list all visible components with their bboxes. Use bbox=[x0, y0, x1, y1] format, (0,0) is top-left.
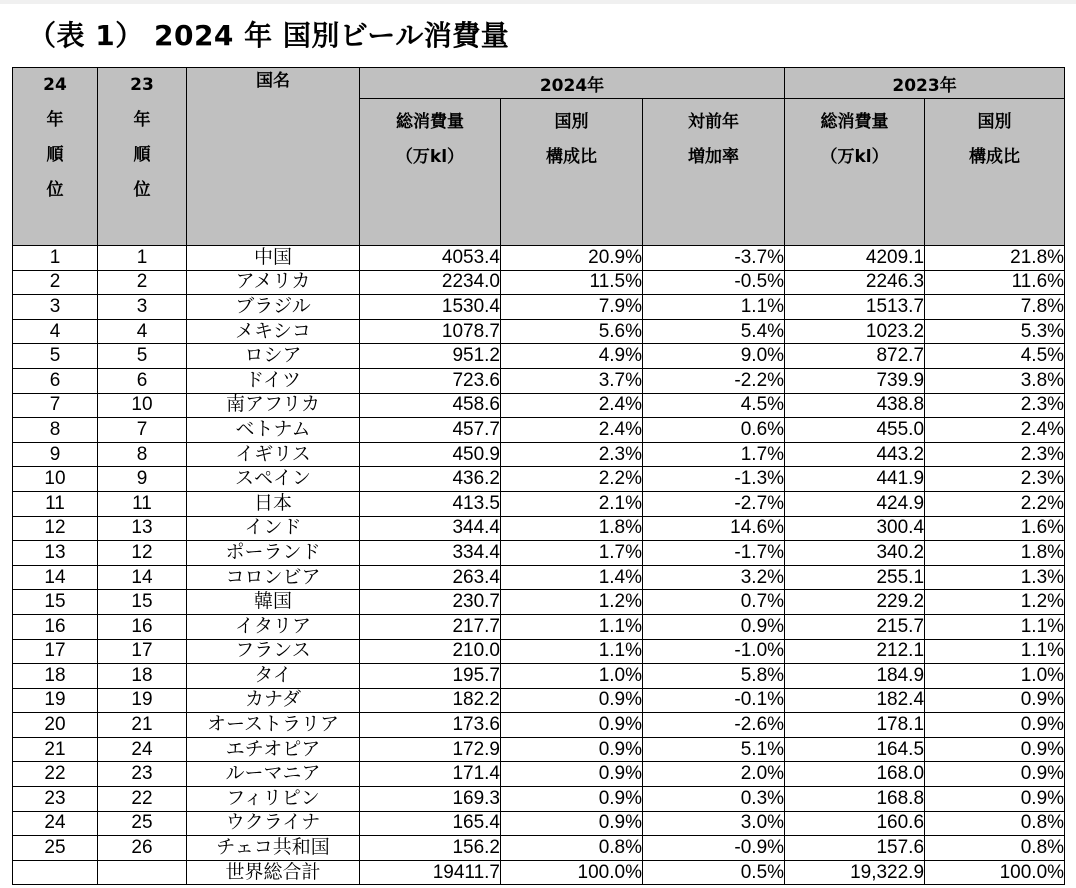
consumption-2024-cell: 19411.7 bbox=[360, 860, 501, 885]
share-2024-cell: 1.8% bbox=[501, 516, 643, 541]
consumption-2024-cell: 1530.4 bbox=[360, 295, 501, 320]
rank-2024-cell: 12 bbox=[13, 516, 98, 541]
rank-2024-cell: 16 bbox=[13, 614, 98, 639]
share-2023-cell: 1.3% bbox=[925, 565, 1065, 590]
consumption-2023-cell: 164.5 bbox=[785, 737, 925, 762]
share-2023-cell: 1.6% bbox=[925, 516, 1065, 541]
share-2023-cell: 2.3% bbox=[925, 393, 1065, 418]
share-2023-cell: 0.9% bbox=[925, 688, 1065, 713]
share-2024-cell: 1.0% bbox=[501, 664, 643, 689]
yoy-cell: -2.7% bbox=[643, 491, 785, 516]
rank-2023-cell: 11 bbox=[98, 491, 187, 516]
rank-2024-cell: 22 bbox=[13, 762, 98, 787]
share-2023-cell: 0.9% bbox=[925, 713, 1065, 738]
table-row bbox=[13, 516, 1065, 541]
country-cell: メキシコ bbox=[187, 319, 360, 344]
yoy-cell: -1.7% bbox=[643, 541, 785, 566]
country-cell: ドイツ bbox=[187, 368, 360, 393]
yoy-cell: 14.6% bbox=[643, 516, 785, 541]
consumption-2024-cell: 457.7 bbox=[360, 418, 501, 443]
consumption-2023-cell: 212.1 bbox=[785, 639, 925, 664]
table-row bbox=[13, 811, 1065, 836]
share-2023-cell: 2.4% bbox=[925, 418, 1065, 443]
consumption-2024-cell: 165.4 bbox=[360, 811, 501, 836]
rank-2024-cell: 9 bbox=[13, 442, 98, 467]
rank-2023-cell: 21 bbox=[98, 713, 187, 738]
rank-2024-cell: 25 bbox=[13, 836, 98, 861]
consumption-2023-cell: 438.8 bbox=[785, 393, 925, 418]
share-2023-cell: 5.3% bbox=[925, 319, 1065, 344]
rank-2023-cell: 16 bbox=[98, 614, 187, 639]
country-cell: ルーマニア bbox=[187, 762, 360, 787]
share-2024-cell: 1.1% bbox=[501, 614, 643, 639]
country-cell: カナダ bbox=[187, 688, 360, 713]
country-cell: ベトナム bbox=[187, 418, 360, 443]
rank-2024-cell: 20 bbox=[13, 713, 98, 738]
share-2023-cell: 0.9% bbox=[925, 762, 1065, 787]
share-2023-cell: 0.9% bbox=[925, 737, 1065, 762]
rank-2023-cell: 18 bbox=[98, 664, 187, 689]
table-row bbox=[13, 639, 1065, 664]
country-cell: ブラジル bbox=[187, 295, 360, 320]
country-cell: コロンビア bbox=[187, 565, 360, 590]
table-row bbox=[13, 737, 1065, 762]
share-2024-cell: 2.2% bbox=[501, 467, 643, 492]
share-2024-cell: 1.7% bbox=[501, 541, 643, 566]
table-row bbox=[13, 590, 1065, 615]
country-cell: イギリス bbox=[187, 442, 360, 467]
consumption-2023-cell: 168.0 bbox=[785, 762, 925, 787]
consumption-2024-header: 総消費量 （万kl） bbox=[360, 99, 501, 246]
consumption-2023-cell: 1513.7 bbox=[785, 295, 925, 320]
table-row bbox=[13, 467, 1065, 492]
table-row bbox=[13, 787, 1065, 812]
consumption-2023-cell: 229.2 bbox=[785, 590, 925, 615]
yoy-cell: 3.2% bbox=[643, 565, 785, 590]
table-row bbox=[13, 688, 1065, 713]
country-cell: インド bbox=[187, 516, 360, 541]
rank-2024-cell: 24 bbox=[13, 811, 98, 836]
share-2023-cell: 3.8% bbox=[925, 368, 1065, 393]
yoy-header: 対前年 増加率 bbox=[643, 99, 785, 246]
rank-2023-cell: 24 bbox=[98, 737, 187, 762]
consumption-2024-cell: 450.9 bbox=[360, 442, 501, 467]
consumption-2023-cell: 168.8 bbox=[785, 787, 925, 812]
year-2024-header: 2024年 bbox=[360, 68, 785, 99]
rank-2023-cell: 17 bbox=[98, 639, 187, 664]
rank-2023-cell: 25 bbox=[98, 811, 187, 836]
rank-2023-cell: 8 bbox=[98, 442, 187, 467]
consumption-2023-cell: 739.9 bbox=[785, 368, 925, 393]
share-2024-cell: 3.7% bbox=[501, 368, 643, 393]
rank-2024-cell: 3 bbox=[13, 295, 98, 320]
rank-2023-cell: 23 bbox=[98, 762, 187, 787]
country-cell: 韓国 bbox=[187, 590, 360, 615]
share-2024-cell: 2.3% bbox=[501, 442, 643, 467]
rank-2024-cell: 15 bbox=[13, 590, 98, 615]
consumption-2023-cell: 443.2 bbox=[785, 442, 925, 467]
country-header: 国名 bbox=[187, 68, 360, 246]
rank-2023-cell: 6 bbox=[98, 368, 187, 393]
rank-2024-cell: 1 bbox=[13, 246, 98, 271]
share-2023-cell: 1.2% bbox=[925, 590, 1065, 615]
rank-2023-cell: 13 bbox=[98, 516, 187, 541]
yoy-cell: 5.1% bbox=[643, 737, 785, 762]
beer-consumption-table bbox=[12, 67, 1065, 885]
share-2024-cell: 0.9% bbox=[501, 811, 643, 836]
table-row bbox=[13, 246, 1065, 271]
share-2023-cell: 1.1% bbox=[925, 639, 1065, 664]
yoy-cell: 5.4% bbox=[643, 319, 785, 344]
table-body bbox=[13, 246, 1065, 885]
rank-2024-header: 24 年 順 位 bbox=[13, 68, 98, 246]
yoy-cell: 5.8% bbox=[643, 664, 785, 689]
share-2023-cell: 11.6% bbox=[925, 270, 1065, 295]
rank-2023-cell: 26 bbox=[98, 836, 187, 861]
consumption-2024-cell: 951.2 bbox=[360, 344, 501, 369]
consumption-2023-cell: 182.4 bbox=[785, 688, 925, 713]
total-row bbox=[13, 860, 1065, 885]
consumption-2024-cell: 171.4 bbox=[360, 762, 501, 787]
year-2023-header: 2023年 bbox=[785, 68, 1065, 99]
rank-2024-cell: 11 bbox=[13, 491, 98, 516]
country-cell: オーストラリア bbox=[187, 713, 360, 738]
consumption-2024-cell: 173.6 bbox=[360, 713, 501, 738]
rank-2024-cell bbox=[13, 860, 98, 885]
share-2023-cell: 1.1% bbox=[925, 614, 1065, 639]
yoy-cell: -2.6% bbox=[643, 713, 785, 738]
country-cell: フランス bbox=[187, 639, 360, 664]
rank-2023-cell: 5 bbox=[98, 344, 187, 369]
rank-2024-cell: 18 bbox=[13, 664, 98, 689]
table-row bbox=[13, 418, 1065, 443]
share-2024-header: 国別 構成比 bbox=[501, 99, 643, 246]
consumption-2024-cell: 413.5 bbox=[360, 491, 501, 516]
country-cell: イタリア bbox=[187, 614, 360, 639]
country-cell: アメリカ bbox=[187, 270, 360, 295]
consumption-2024-cell: 195.7 bbox=[360, 664, 501, 689]
table-row bbox=[13, 762, 1065, 787]
share-2024-cell: 4.9% bbox=[501, 344, 643, 369]
consumption-2024-cell: 334.4 bbox=[360, 541, 501, 566]
consumption-2023-cell: 441.9 bbox=[785, 467, 925, 492]
country-cell: 中国 bbox=[187, 246, 360, 271]
rank-2023-cell: 22 bbox=[98, 787, 187, 812]
share-2023-header: 国別 構成比 bbox=[925, 99, 1065, 246]
rank-2023-cell: 19 bbox=[98, 688, 187, 713]
share-2024-cell: 1.2% bbox=[501, 590, 643, 615]
share-2023-cell: 2.2% bbox=[925, 491, 1065, 516]
country-cell: 南アフリカ bbox=[187, 393, 360, 418]
consumption-2023-cell: 424.9 bbox=[785, 491, 925, 516]
rank-2024-cell: 5 bbox=[13, 344, 98, 369]
share-2023-cell: 1.0% bbox=[925, 664, 1065, 689]
country-cell: タイ bbox=[187, 664, 360, 689]
consumption-2024-cell: 169.3 bbox=[360, 787, 501, 812]
share-2023-cell: 4.5% bbox=[925, 344, 1065, 369]
country-cell: フィリピン bbox=[187, 787, 360, 812]
rank-2024-cell: 21 bbox=[13, 737, 98, 762]
share-2024-cell: 7.9% bbox=[501, 295, 643, 320]
yoy-cell: 0.7% bbox=[643, 590, 785, 615]
share-2024-cell: 2.4% bbox=[501, 418, 643, 443]
consumption-2023-cell: 184.9 bbox=[785, 664, 925, 689]
rank-2023-cell bbox=[98, 860, 187, 885]
share-2024-cell: 2.1% bbox=[501, 491, 643, 516]
rank-2024-cell: 8 bbox=[13, 418, 98, 443]
country-cell: 日本 bbox=[187, 491, 360, 516]
share-2024-cell: 2.4% bbox=[501, 393, 643, 418]
share-2023-cell: 2.3% bbox=[925, 442, 1065, 467]
share-2023-cell: 21.8% bbox=[925, 246, 1065, 271]
consumption-2023-cell: 255.1 bbox=[785, 565, 925, 590]
rank-2024-cell: 14 bbox=[13, 565, 98, 590]
rank-2024-cell: 19 bbox=[13, 688, 98, 713]
table-row bbox=[13, 442, 1065, 467]
consumption-2024-cell: 172.9 bbox=[360, 737, 501, 762]
table-row bbox=[13, 368, 1065, 393]
rank-2023-cell: 14 bbox=[98, 565, 187, 590]
country-cell: エチオピア bbox=[187, 737, 360, 762]
share-2024-cell: 5.6% bbox=[501, 319, 643, 344]
rank-2024-cell: 2 bbox=[13, 270, 98, 295]
rank-2023-cell: 15 bbox=[98, 590, 187, 615]
page-title: （表 1） 2024 年 国別ビール消費量 bbox=[28, 19, 510, 52]
rank-2023-cell: 12 bbox=[98, 541, 187, 566]
yoy-cell: 4.5% bbox=[643, 393, 785, 418]
yoy-cell: 0.3% bbox=[643, 787, 785, 812]
consumption-2024-cell: 1078.7 bbox=[360, 319, 501, 344]
consumption-2024-cell: 263.4 bbox=[360, 565, 501, 590]
table-row bbox=[13, 713, 1065, 738]
consumption-2023-cell: 215.7 bbox=[785, 614, 925, 639]
share-2024-cell: 0.8% bbox=[501, 836, 643, 861]
consumption-2023-cell: 160.6 bbox=[785, 811, 925, 836]
share-2023-cell: 0.9% bbox=[925, 787, 1065, 812]
share-2024-cell: 0.9% bbox=[501, 713, 643, 738]
yoy-cell: -2.2% bbox=[643, 368, 785, 393]
country-cell: ウクライナ bbox=[187, 811, 360, 836]
share-2024-cell: 11.5% bbox=[501, 270, 643, 295]
consumption-2024-cell: 344.4 bbox=[360, 516, 501, 541]
consumption-2024-cell: 2234.0 bbox=[360, 270, 501, 295]
share-2024-cell: 1.4% bbox=[501, 565, 643, 590]
consumption-2023-cell: 178.1 bbox=[785, 713, 925, 738]
share-2023-cell: 7.8% bbox=[925, 295, 1065, 320]
consumption-2023-cell: 1023.2 bbox=[785, 319, 925, 344]
consumption-2023-cell: 300.4 bbox=[785, 516, 925, 541]
rank-2023-cell: 10 bbox=[98, 393, 187, 418]
consumption-2023-header: 総消費量 （万kl） bbox=[785, 99, 925, 246]
yoy-cell: 1.1% bbox=[643, 295, 785, 320]
country-cell: 世界総合計 bbox=[187, 860, 360, 885]
yoy-cell: 9.0% bbox=[643, 344, 785, 369]
yoy-cell: 0.5% bbox=[643, 860, 785, 885]
share-2024-cell: 100.0% bbox=[501, 860, 643, 885]
yoy-cell: 0.6% bbox=[643, 418, 785, 443]
rank-2024-cell: 17 bbox=[13, 639, 98, 664]
consumption-2024-cell: 436.2 bbox=[360, 467, 501, 492]
yoy-cell: 0.9% bbox=[643, 614, 785, 639]
consumption-2024-cell: 4053.4 bbox=[360, 246, 501, 271]
rank-2023-header: 23 年 順 位 bbox=[98, 68, 187, 246]
table-row bbox=[13, 836, 1065, 861]
yoy-cell: -0.5% bbox=[643, 270, 785, 295]
share-2024-cell: 0.9% bbox=[501, 787, 643, 812]
rank-2023-cell: 1 bbox=[98, 246, 187, 271]
table-row bbox=[13, 491, 1065, 516]
top-border bbox=[0, 0, 1076, 4]
rank-2024-cell: 13 bbox=[13, 541, 98, 566]
country-cell: ポーランド bbox=[187, 541, 360, 566]
table-row bbox=[13, 319, 1065, 344]
rank-2024-cell: 23 bbox=[13, 787, 98, 812]
table-row bbox=[13, 664, 1065, 689]
share-2024-cell: 0.9% bbox=[501, 762, 643, 787]
consumption-2023-cell: 340.2 bbox=[785, 541, 925, 566]
share-2024-cell: 20.9% bbox=[501, 246, 643, 271]
consumption-2024-cell: 217.7 bbox=[360, 614, 501, 639]
rank-2023-cell: 3 bbox=[98, 295, 187, 320]
yoy-cell: -0.9% bbox=[643, 836, 785, 861]
table-row bbox=[13, 614, 1065, 639]
rank-2024-cell: 10 bbox=[13, 467, 98, 492]
consumption-2024-cell: 723.6 bbox=[360, 368, 501, 393]
rank-2023-cell: 4 bbox=[98, 319, 187, 344]
country-cell: スペイン bbox=[187, 467, 360, 492]
consumption-2024-cell: 458.6 bbox=[360, 393, 501, 418]
rank-2024-cell: 6 bbox=[13, 368, 98, 393]
share-2024-cell: 0.9% bbox=[501, 688, 643, 713]
share-2023-cell: 0.8% bbox=[925, 811, 1065, 836]
consumption-2024-cell: 182.2 bbox=[360, 688, 501, 713]
yoy-cell: -1.0% bbox=[643, 639, 785, 664]
yoy-cell: -1.3% bbox=[643, 467, 785, 492]
yoy-cell: -0.1% bbox=[643, 688, 785, 713]
table-row bbox=[13, 270, 1065, 295]
yoy-cell: 3.0% bbox=[643, 811, 785, 836]
consumption-2023-cell: 872.7 bbox=[785, 344, 925, 369]
share-2023-cell: 1.8% bbox=[925, 541, 1065, 566]
share-2023-cell: 100.0% bbox=[925, 860, 1065, 885]
share-2023-cell: 0.8% bbox=[925, 836, 1065, 861]
share-2024-cell: 0.9% bbox=[501, 737, 643, 762]
country-cell: チェコ共和国 bbox=[187, 836, 360, 861]
rank-2023-cell: 7 bbox=[98, 418, 187, 443]
consumption-2024-cell: 210.0 bbox=[360, 639, 501, 664]
consumption-2024-cell: 230.7 bbox=[360, 590, 501, 615]
rank-2024-cell: 7 bbox=[13, 393, 98, 418]
country-cell: ロシア bbox=[187, 344, 360, 369]
consumption-2023-cell: 4209.1 bbox=[785, 246, 925, 271]
table-row bbox=[13, 344, 1065, 369]
share-2023-cell: 2.3% bbox=[925, 467, 1065, 492]
consumption-2023-cell: 19,322.9 bbox=[785, 860, 925, 885]
rank-2023-cell: 2 bbox=[98, 270, 187, 295]
consumption-2024-cell: 156.2 bbox=[360, 836, 501, 861]
consumption-2023-cell: 2246.3 bbox=[785, 270, 925, 295]
rank-2023-cell: 9 bbox=[98, 467, 187, 492]
yoy-cell: -3.7% bbox=[643, 246, 785, 271]
yoy-cell: 1.7% bbox=[643, 442, 785, 467]
consumption-2023-cell: 157.6 bbox=[785, 836, 925, 861]
table-row bbox=[13, 393, 1065, 418]
consumption-2023-cell: 455.0 bbox=[785, 418, 925, 443]
table-row bbox=[13, 295, 1065, 320]
table-row bbox=[13, 565, 1065, 590]
share-2024-cell: 1.1% bbox=[501, 639, 643, 664]
yoy-cell: 2.0% bbox=[643, 762, 785, 787]
rank-2024-cell: 4 bbox=[13, 319, 98, 344]
table-row bbox=[13, 541, 1065, 566]
